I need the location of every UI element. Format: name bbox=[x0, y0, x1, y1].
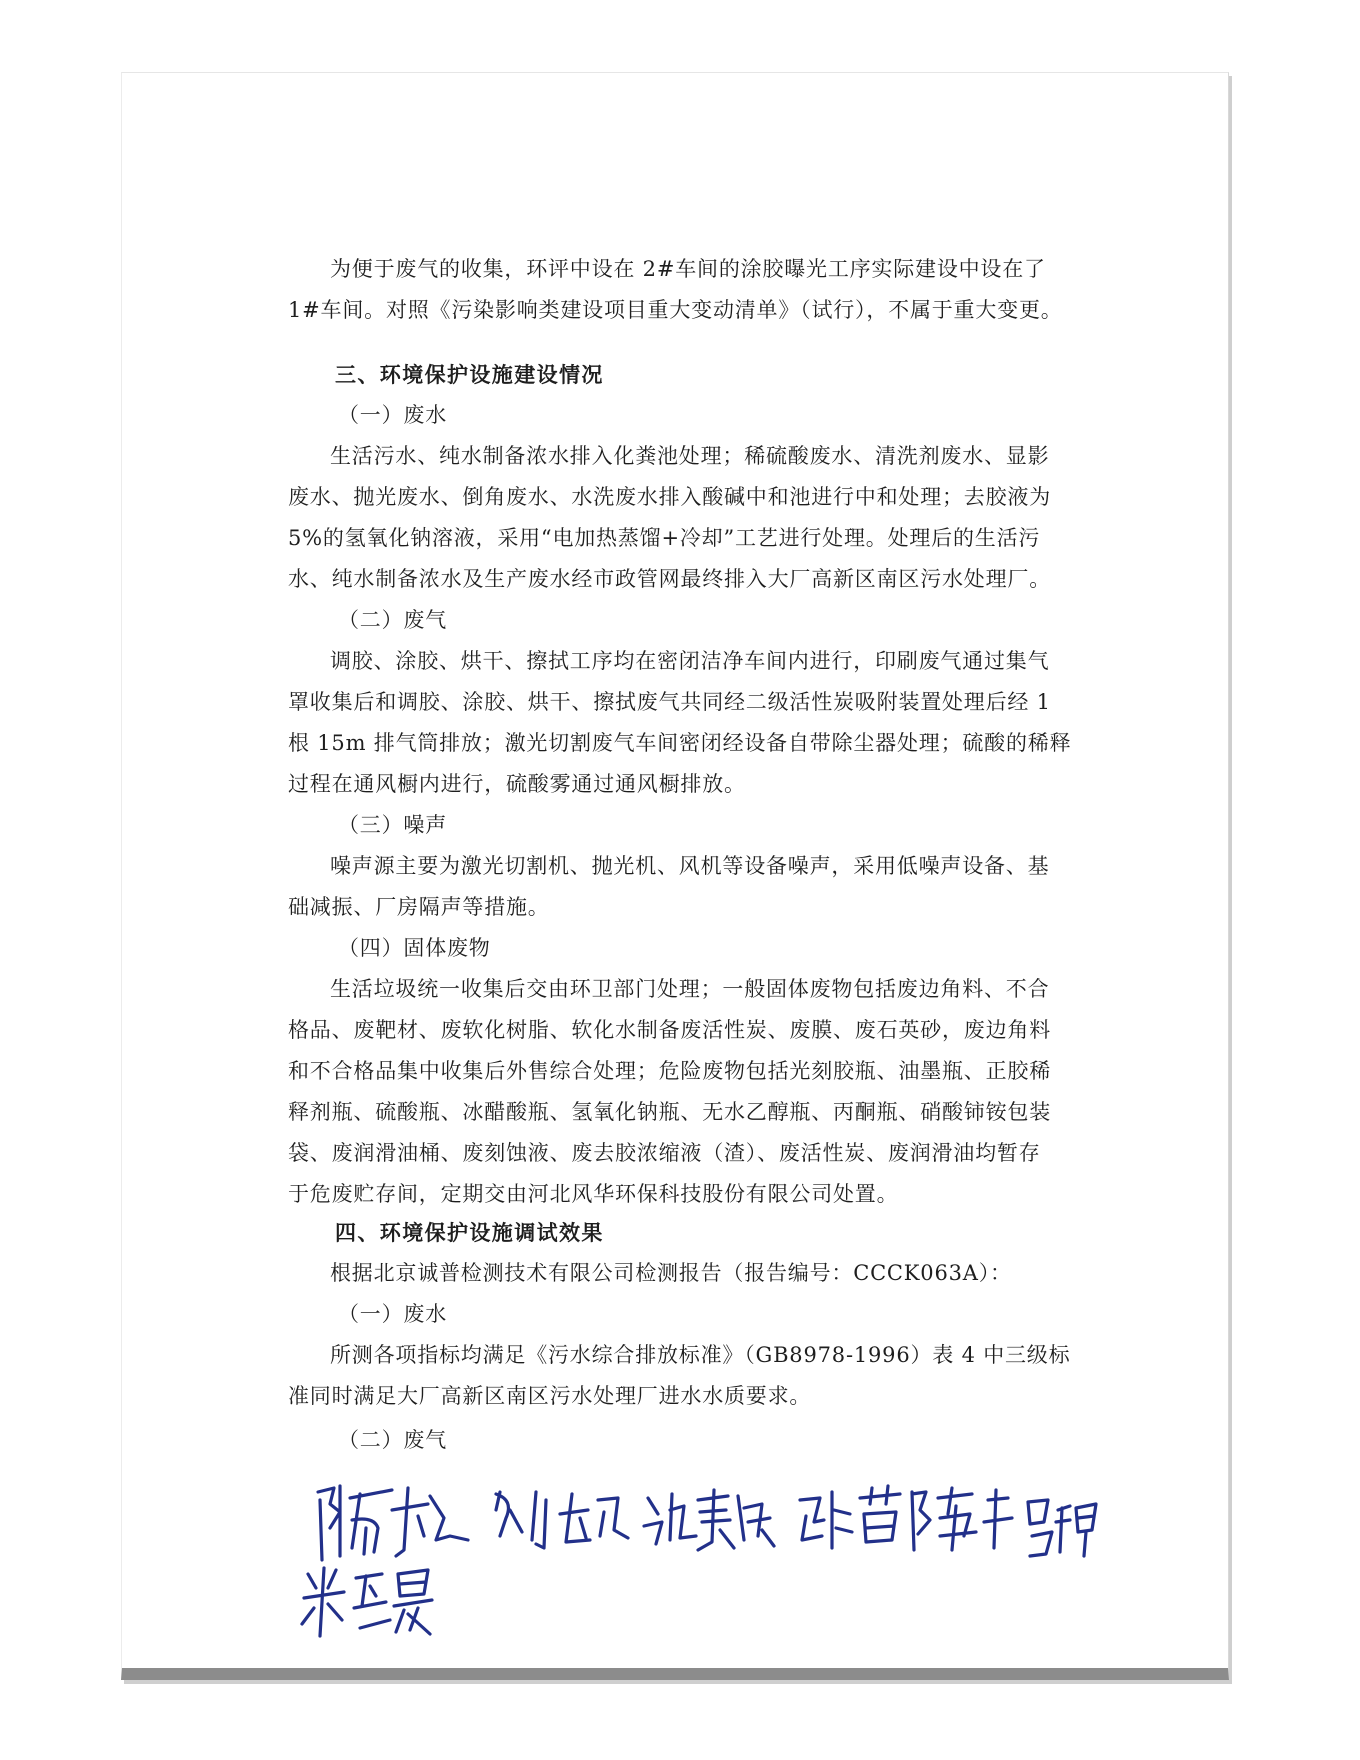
paragraph-line: 根据北京诚普检测技术有限公司检测报告（报告编号：CCCK063A）： bbox=[330, 1261, 1012, 1285]
paragraph-line: 所测各项指标均满足《污水综合排放标准》（GB8978-1996）表 4 中三级标 bbox=[330, 1343, 1071, 1367]
paragraph-line: 根 15m 排气筒排放；激光切割废气车间密闭经设备自带除尘器处理；硫酸的稀释 bbox=[288, 731, 1072, 755]
handwritten-signatures bbox=[300, 1470, 1100, 1640]
paragraph-line: 准同时满足大厂高新区南区污水处理厂进水水质要求。 bbox=[288, 1384, 812, 1408]
paragraph-line: 废水、抛光废水、倒角废水、水洗废水排入酸碱中和池进行中和处理；去胶液为 bbox=[288, 485, 1051, 509]
section-heading: 三、环境保护设施建设情况 bbox=[335, 363, 604, 387]
signature-1 bbox=[318, 1486, 468, 1560]
subsection-heading: （二）废气 bbox=[338, 1428, 447, 1452]
signature-3 bbox=[644, 1490, 774, 1550]
paragraph-line: 过程在通风橱内进行，硫酸雾通过通风橱排放。 bbox=[288, 772, 746, 796]
paragraph-line: 生活污水、纯水制备浓水排入化粪池处理；稀硫酸废水、清洗剂废水、显影 bbox=[330, 444, 1050, 468]
signature-2 bbox=[496, 1492, 628, 1548]
signature-6 bbox=[1028, 1500, 1096, 1556]
paragraph-line: 于危废贮存间，定期交由河北风华环保科技股份有限公司处置。 bbox=[288, 1182, 899, 1206]
paragraph-line: 为便于废气的收集，环评中设在 2#车间的涂胶曝光工序实际建设中设在了 bbox=[330, 257, 1046, 281]
signature-7 bbox=[302, 1568, 432, 1636]
subsection-heading: （一）废水 bbox=[338, 403, 447, 427]
subsection-heading: （三）噪声 bbox=[338, 813, 447, 837]
signature-5 bbox=[912, 1488, 1012, 1550]
paragraph-line: 水、纯水制备浓水及生产废水经市政管网最终排入大厂高新区南区污水处理厂。 bbox=[288, 567, 1051, 591]
subsection-heading: （二）废气 bbox=[338, 608, 447, 632]
subsection-heading: （四）固体废物 bbox=[338, 936, 491, 960]
paragraph-line: 础减振、厂房隔声等措施。 bbox=[288, 895, 550, 919]
signature-4 bbox=[800, 1486, 900, 1548]
paragraph-line: 罩收集后和调胶、涂胶、烘干、擦拭废气共同经二级活性炭吸附装置处理后经 1 bbox=[288, 690, 1051, 714]
paragraph-line: 1#车间。对照《污染影响类建设项目重大变动清单》（试行），不属于重大变更。 bbox=[288, 298, 1063, 322]
paragraph-line: 袋、废润滑油桶、废刻蚀液、废去胶浓缩液（渣）、废活性炭、废润滑油均暂存 bbox=[288, 1141, 1041, 1165]
paragraph-line: 释剂瓶、硫酸瓶、冰醋酸瓶、氢氧化钠瓶、无水乙醇瓶、丙酮瓶、硝酸铈铵包装 bbox=[288, 1100, 1051, 1124]
paragraph-line: 格品、废靶材、废软化树脂、软化水制备废活性炭、废膜、废石英砂，废边角料 bbox=[288, 1018, 1051, 1042]
subsection-heading: （一）废水 bbox=[338, 1302, 447, 1326]
paragraph-line: 和不合格品集中收集后外售综合处理；危险废物包括光刻胶瓶、油墨瓶、正胶稀 bbox=[288, 1059, 1051, 1083]
paragraph-line: 5%的氢氧化钠溶液，采用“电加热蒸馏+冷却”工艺进行处理。处理后的生活污 bbox=[288, 526, 1041, 550]
section-heading: 四、环境保护设施调试效果 bbox=[335, 1221, 604, 1245]
paragraph-line: 调胶、涂胶、烘干、擦拭工序均在密闭洁净车间内进行，印刷废气通过集气 bbox=[330, 649, 1050, 673]
paragraph-line: 生活垃圾统一收集后交由环卫部门处理；一般固体废物包括废边角料、不合 bbox=[330, 977, 1050, 1001]
paragraph-line: 噪声源主要为激光切割机、抛光机、风机等设备噪声，采用低噪声设备、基 bbox=[330, 854, 1050, 878]
